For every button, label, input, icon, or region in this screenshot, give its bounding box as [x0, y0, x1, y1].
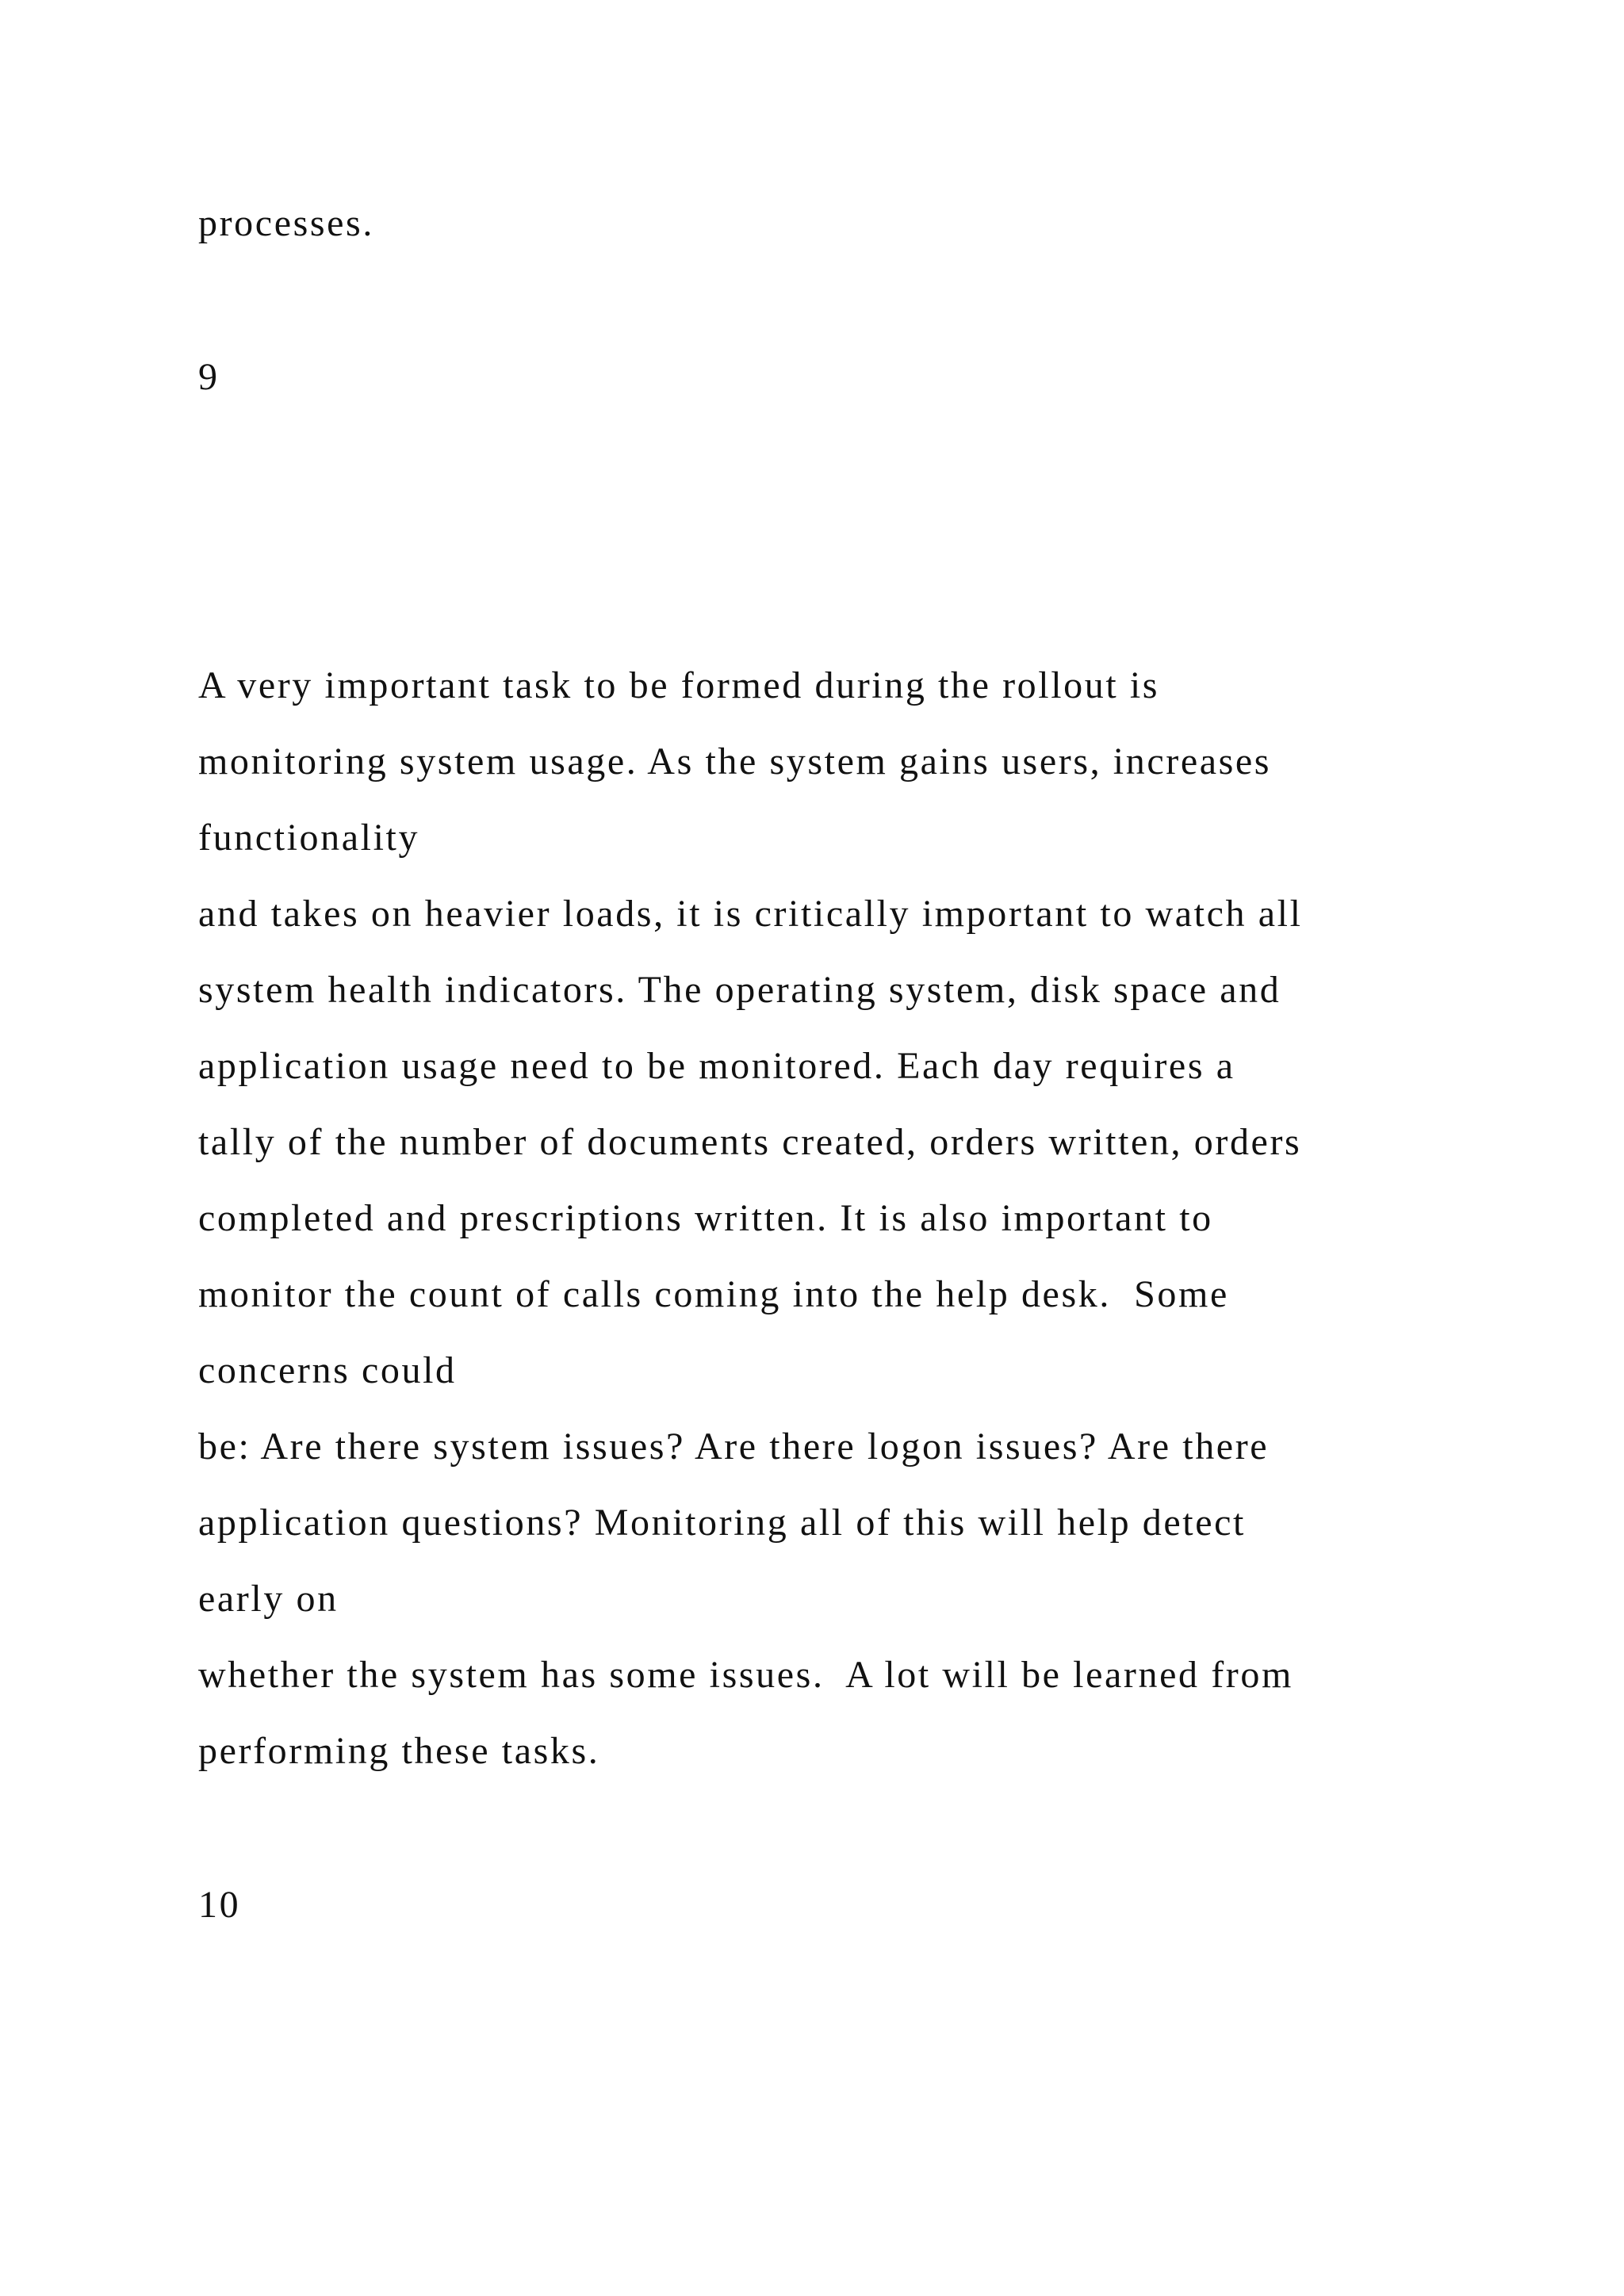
- page-number: 10: [198, 1884, 241, 1926]
- text-line: tally of the number of documents created, orders written, orders: [198, 1121, 1302, 1163]
- text-line: monitoring system usage. As the system gains users, increases: [198, 740, 1272, 783]
- text-line: early on: [198, 1578, 339, 1620]
- text-line: application usage need to be monitored. Each day requires a: [198, 1045, 1235, 1087]
- text-line: application questions? Monitoring all of this will help detect: [198, 1502, 1246, 1544]
- text-line: completed and prescriptions written. It is also important to: [198, 1197, 1213, 1239]
- text-line: concerns could: [198, 1349, 457, 1391]
- text-line: functionality: [198, 817, 420, 859]
- text-line: monitor the count of calls coming into the help desk. Some: [198, 1273, 1229, 1315]
- text-line: performing these tasks.: [198, 1730, 600, 1772]
- text-line: whether the system has some issues. A lot will be learned from: [198, 1654, 1293, 1696]
- text-line: be: Are there system issues? Are there logon issues? Are there: [198, 1425, 1270, 1468]
- text-line: and takes on heavier loads, it is critically important to watch all: [198, 893, 1303, 935]
- text-line: system health indicators. The operating system, disk space and: [198, 969, 1281, 1011]
- text-line: processes.: [198, 202, 374, 244]
- page-number: 9: [198, 356, 220, 398]
- text-line: A very important task to be formed during the rollout is: [198, 664, 1160, 706]
